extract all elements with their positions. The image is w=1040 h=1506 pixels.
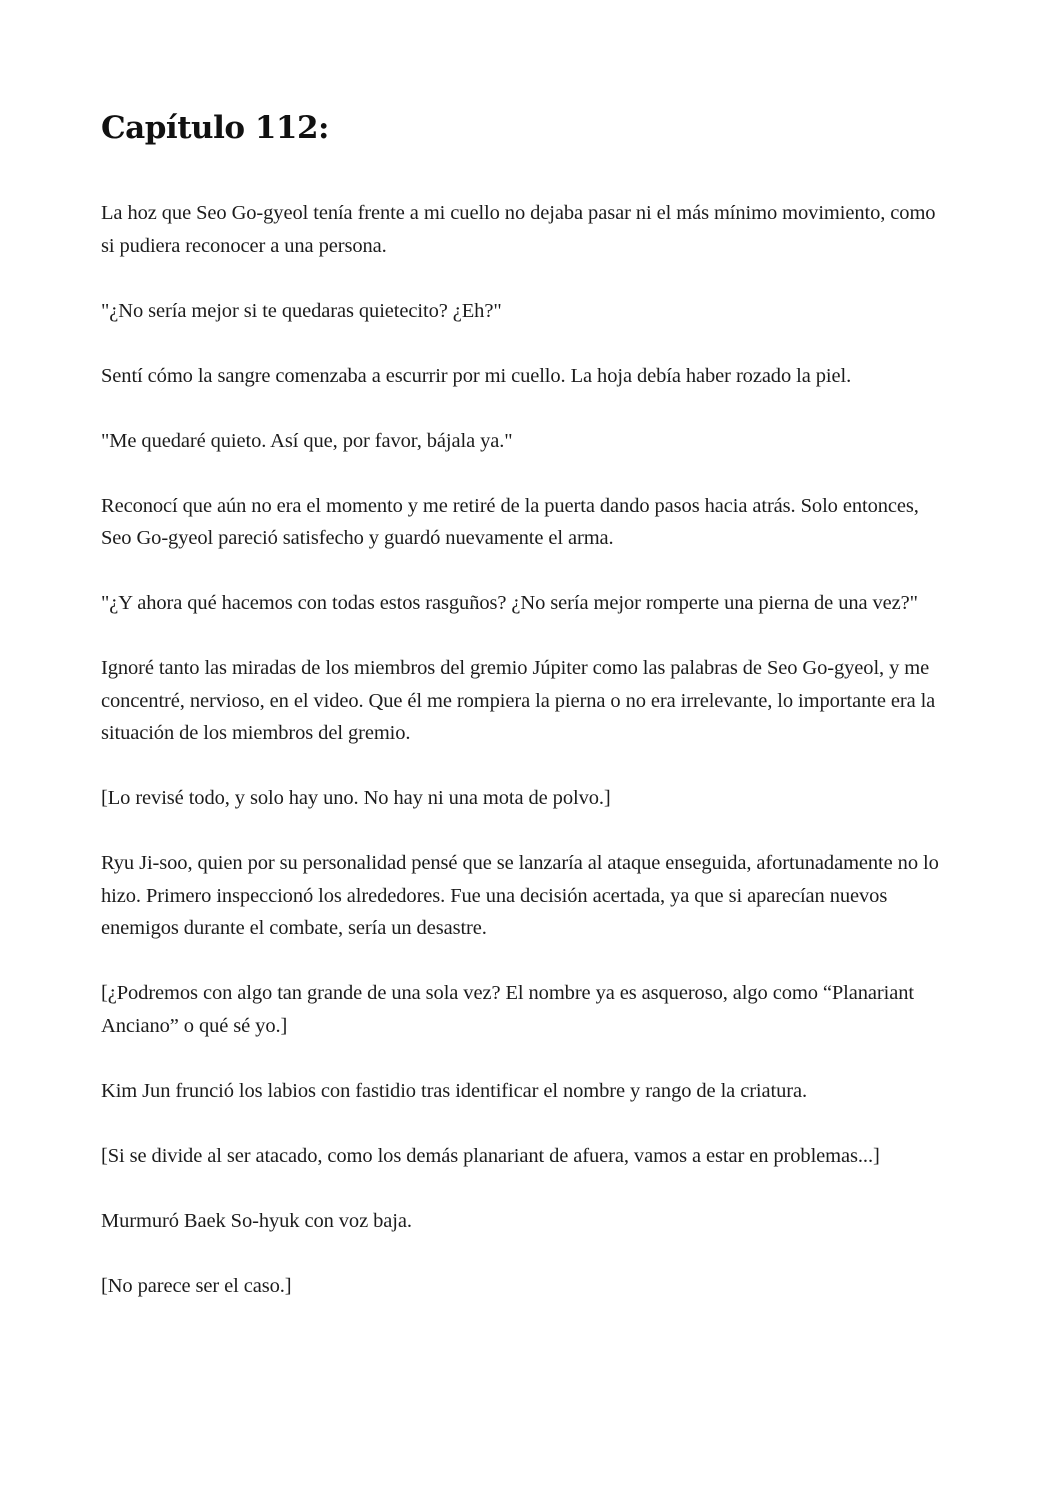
paragraph: "Me quedaré quieto. Así que, por favor, bájala ya."	[101, 429, 513, 452]
document-page	[101, 104, 941, 1335]
paragraph: [Si se divide al ser atacado, como los demás planariant de afuera, vamos a estar en problemas...]	[101, 1144, 880, 1167]
paragraph: [¿Podremos con algo tan grande de una sola vez? El nombre ya es asqueroso, algo como “Planariant Anciano” o qué sé yo.]	[101, 982, 914, 1037]
paragraph: Murmuró Baek So-hyuk con voz baja.	[101, 1209, 412, 1232]
paragraph: "¿No sería mejor si te quedaras quietecito? ¿Eh?"	[101, 299, 502, 322]
paragraph: Kim Jun frunció los labios con fastidio tras identificar el nombre y rango de la criatura.	[101, 1079, 808, 1102]
paragraph: Sentí cómo la sangre comenzaba a escurrir por mi cuello. La hoja debía haber rozado la piel.	[101, 364, 852, 387]
paragraph: [Lo revisé todo, y solo hay uno. No hay ni una mota de polvo.]	[101, 787, 611, 809]
paragraph: Ignoré tanto las miradas de los miembros del gremio Júpiter como las palabras de Seo Go-gyeol, y me concentré, nervioso, en el video. Que él me rompiera la pierna o no era irrelevante, lo importante era la situación de los miembros del gremio.	[101, 657, 936, 744]
paragraph: Ryu Ji-soo, quien por su personalidad pensé que se lanzaría al ataque enseguida, afortunadamente no lo hizo. Primero inspeccionó los alrededores. Fue una decisión acertada, ya que si aparecían nuevos enemigos durante el combate, sería un desastre.	[101, 852, 939, 939]
paragraph: "¿Y ahora qué hacemos con todas estos rasguños? ¿No sería mejor romperte una pierna de una vez?"	[101, 592, 918, 614]
chapter-title: Capítulo 112:	[101, 110, 329, 146]
paragraph: Reconocí que aún no era el momento y me retiré de la puerta dando pasos hacia atrás. Solo entonces, Seo Go-gyeol pareció satisfecho y guardó nuevamente el arma.	[101, 494, 919, 549]
paragraph: [No parece ser el caso.]	[101, 1274, 292, 1297]
paragraph: La hoz que Seo Go-gyeol tenía frente a mi cuello no dejaba pasar ni el más mínimo movimiento, como si pudiera reconocer a una persona.	[101, 202, 936, 257]
